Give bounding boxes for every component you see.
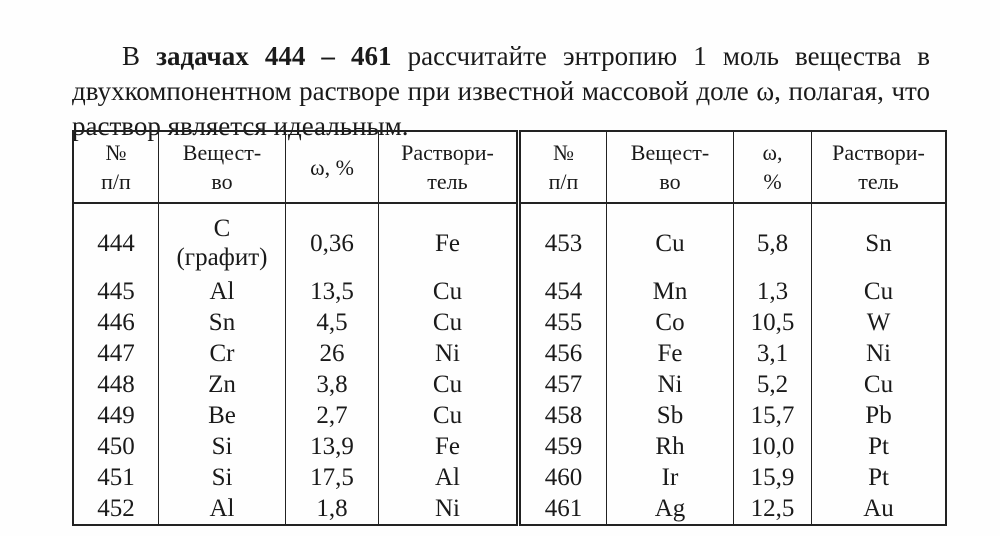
cell-number: 461 xyxy=(519,493,607,525)
cell-solvent: Cu xyxy=(812,276,947,307)
table-row xyxy=(73,431,946,462)
cell-substance: Cr xyxy=(159,338,286,369)
header-line: п/п xyxy=(101,169,131,194)
header-number-2 xyxy=(519,131,607,203)
cell-number: 453 xyxy=(519,203,607,276)
cell-number: 458 xyxy=(519,400,607,431)
cell-solvent: Cu xyxy=(379,400,519,431)
cell-substance: Ir xyxy=(607,462,734,493)
header-substance xyxy=(159,131,286,203)
cell-mass-fraction: 12,5 xyxy=(734,493,812,525)
intro-task-range: задачах 444 – 461 xyxy=(156,41,392,71)
table-row xyxy=(73,400,946,431)
cell-solvent: Ni xyxy=(379,338,519,369)
cell-mass-fraction: 15,9 xyxy=(734,462,812,493)
cell-number: 448 xyxy=(73,369,159,400)
intro-prefix: В xyxy=(122,41,157,71)
cell-substance: Ag xyxy=(607,493,734,525)
cell-solvent: Au xyxy=(812,493,947,525)
table-row xyxy=(73,493,946,525)
cell-solvent: Al xyxy=(379,462,519,493)
header-line: во xyxy=(211,169,233,194)
cell-number: 451 xyxy=(73,462,159,493)
cell-solvent: Fe xyxy=(379,431,519,462)
cell-solvent: Pb xyxy=(812,400,947,431)
header-solvent xyxy=(379,131,519,203)
cell-substance: Si xyxy=(159,431,286,462)
table-row xyxy=(73,462,946,493)
cell-substance: Zn xyxy=(159,369,286,400)
cell-mass-fraction: 17,5 xyxy=(286,462,379,493)
cell-mass-fraction: 15,7 xyxy=(734,400,812,431)
header-substance-2 xyxy=(607,131,734,203)
cell-number: 452 xyxy=(73,493,159,525)
cell-solvent: W xyxy=(812,307,947,338)
cell-solvent: Pt xyxy=(812,462,947,493)
cell-number: 455 xyxy=(519,307,607,338)
cell-number: 459 xyxy=(519,431,607,462)
cell-mass-fraction: 26 xyxy=(286,338,379,369)
table-row xyxy=(73,307,946,338)
data-table xyxy=(72,130,947,526)
cell-number: 457 xyxy=(519,369,607,400)
cell-substance: Rh xyxy=(607,431,734,462)
cell-substance: Sb xyxy=(607,400,734,431)
header-number xyxy=(73,131,159,203)
cell-mass-fraction: 3,8 xyxy=(286,369,379,400)
header-line: Раствори- xyxy=(401,140,494,165)
cell-substance: Co xyxy=(607,307,734,338)
cell-substance: Cu xyxy=(607,203,734,276)
header-line: тель xyxy=(858,169,899,194)
cell-number: 447 xyxy=(73,338,159,369)
cell-mass-fraction: 5,2 xyxy=(734,369,812,400)
header-line: ω, % xyxy=(310,154,354,180)
header-line: во xyxy=(659,169,681,194)
cell-number: 449 xyxy=(73,400,159,431)
cell-mass-fraction: 2,7 xyxy=(286,400,379,431)
header-line: Вещест- xyxy=(630,140,710,165)
cell-mass-fraction: 1,3 xyxy=(734,276,812,307)
cell-solvent: Cu xyxy=(379,307,519,338)
cell-number: 460 xyxy=(519,462,607,493)
header-line: тель xyxy=(427,169,468,194)
cell-substance: Al xyxy=(159,493,286,525)
cell-solvent: Fe xyxy=(379,203,519,276)
cell-substance: Al xyxy=(159,276,286,307)
table-row xyxy=(73,203,946,276)
header-mass-fraction xyxy=(286,131,379,203)
cell-number: 444 xyxy=(73,203,159,276)
cell-solvent: Cu xyxy=(379,369,519,400)
cell-mass-fraction: 5,8 xyxy=(734,203,812,276)
cell-mass-fraction: 4,5 xyxy=(286,307,379,338)
header-mass-fraction-2 xyxy=(734,131,812,203)
table-header-row xyxy=(73,131,946,203)
cell-substance: C (графит) xyxy=(159,203,286,276)
header-line: № xyxy=(105,140,127,165)
table-row xyxy=(73,369,946,400)
table-row xyxy=(73,276,946,307)
table-row xyxy=(73,338,946,369)
table-body xyxy=(73,203,946,525)
header-line: п/п xyxy=(548,169,579,194)
cell-number: 456 xyxy=(519,338,607,369)
cell-solvent: Cu xyxy=(379,276,519,307)
cell-substance: Be xyxy=(159,400,286,431)
cell-mass-fraction: 0,36 xyxy=(286,203,379,276)
cell-mass-fraction: 3,1 xyxy=(734,338,812,369)
header-solvent-2 xyxy=(812,131,947,203)
cell-solvent: Ni xyxy=(379,493,519,525)
cell-mass-fraction: 1,8 xyxy=(286,493,379,525)
cell-substance: Fe xyxy=(607,338,734,369)
cell-number: 450 xyxy=(73,431,159,462)
header-line: % xyxy=(763,169,782,194)
cell-number: 446 xyxy=(73,307,159,338)
header-line: № xyxy=(553,140,574,165)
cell-substance: Ni xyxy=(607,369,734,400)
cell-solvent: Sn xyxy=(812,203,947,276)
cell-number: 454 xyxy=(519,276,607,307)
cell-solvent: Ni xyxy=(812,338,947,369)
cell-mass-fraction: 10,5 xyxy=(734,307,812,338)
cell-solvent: Pt xyxy=(812,431,947,462)
header-line: ω, xyxy=(762,140,783,165)
cell-solvent: Cu xyxy=(812,369,947,400)
task-intro-paragraph xyxy=(72,39,930,144)
intro-text: рассчитайте энтропию 1 моль вещества в двухкомпонентном растворе при известной массовой доле ω, полагая, что раствор является идеальным. xyxy=(72,41,931,141)
cell-substance: Sn xyxy=(159,307,286,338)
header-line: Раствори- xyxy=(832,140,925,165)
cell-mass-fraction: 10,0 xyxy=(734,431,812,462)
cell-substance: Mn xyxy=(607,276,734,307)
header-line: Вещест- xyxy=(182,140,262,165)
cell-substance: Si xyxy=(159,462,286,493)
cell-number: 445 xyxy=(73,276,159,307)
cell-mass-fraction: 13,5 xyxy=(286,276,379,307)
cell-mass-fraction: 13,9 xyxy=(286,431,379,462)
table-header xyxy=(73,131,946,203)
